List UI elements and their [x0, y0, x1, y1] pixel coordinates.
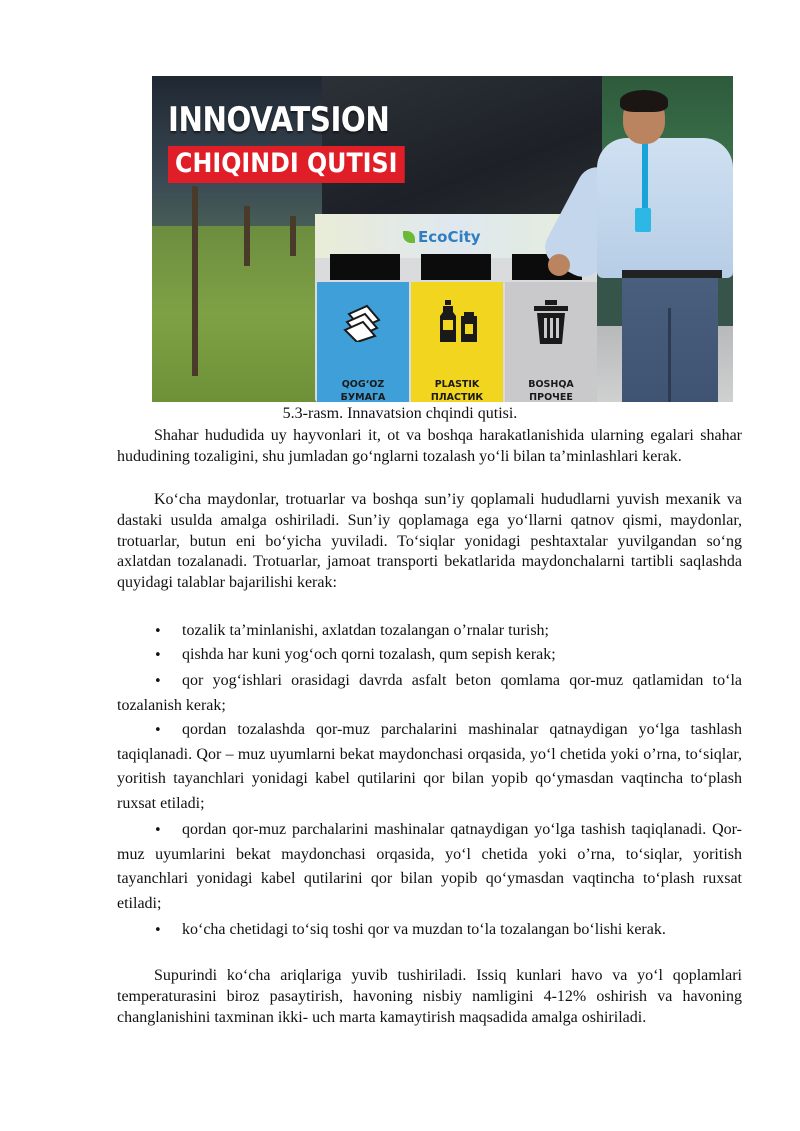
- man-hand: [548, 254, 570, 276]
- paragraph-2: Ko‘cha maydonlar, trotuarlar va boshqa sun’iy qoplamali hududlarni yuvish mexanik va dastaki usulda amalga oshiriladi. Sun’iy qoplamaga ega yo‘llarni qatnov qismi, maydonlar, trotuarlar, butun eni bo‘yicha yuviladi. To‘siqlar yonidagi peshtaxtalar yuvilgandan so‘ng axlatdan tozalanadi. Trotuarlar, jamoat transporti bekatlarida maydonchalarni tartibli saqlashda quyidagi talablar bajarilishi kerak:: [117, 491, 742, 592]
- bullet-icon: •: [154, 923, 162, 938]
- paragraph-1: Shahar hududida uy hayvonlari it, ot va boshqa harakatlanishida ularning egalari shahar hududining tozaligini, shu jumladan go‘nglarni tozalash yo‘li bilan ta’minlashlari kerak.: [117, 427, 742, 465]
- leaf-icon: [403, 231, 415, 243]
- man-shirt: [597, 138, 733, 278]
- paper-icon: [343, 300, 383, 342]
- bullet-text: qordan tozalashda qor-muz parchalarini mashinalar qatnaydigan yo‘lga tashlash taqiqlanadi. Qor – muz uyumlarni bekat maydonchasi orqasida, yo‘l chetida yoki o’rna, to‘siqlar, yoritish tayanchlari yonidagi kabel qutilarini qor bilan yopib qo‘ymasdan vaqtincha to‘plash ruxsat etiladi;: [117, 721, 742, 812]
- tree-trunk: [290, 216, 296, 256]
- bullet-item: [117, 718, 742, 816]
- photo-title-line2: CHIQINDI QUTISI: [168, 146, 405, 183]
- brand-logo: [403, 228, 481, 246]
- badge: [635, 208, 651, 232]
- bottle-icon: [437, 300, 481, 344]
- figure-photo: [152, 76, 733, 402]
- bin-panel-other: [505, 282, 597, 402]
- photo-title-line1: INNOVATSION: [168, 100, 390, 140]
- bin-slot: [330, 254, 400, 280]
- trash-icon: [531, 300, 571, 344]
- bin-label-latin: BOSHQA: [528, 379, 574, 390]
- tree-trunk: [244, 206, 250, 266]
- bullet-item: [117, 818, 742, 916]
- bin-label-latin: QOG‘OZ: [341, 379, 385, 390]
- man-belt: [622, 270, 722, 278]
- bullet-text: qordan qor-muz parchalarini mashinalar qatnaydigan yo‘lga tashish taqiqlanadi. Qor-muz uyumlarini bekat maydonchasi orqasida, yo‘l chetida yoki o’rna, to‘siqlar, yoritish tayanchlari yonidagi kabel qutilarini qor bilan yopib qo‘ymasdan vaqtincha to‘plash ruxsat etiladi;: [117, 821, 742, 912]
- bullet-icon: •: [154, 723, 162, 738]
- bullet-item: [117, 918, 742, 943]
- bullet-text: ko‘cha chetidagi to‘siq toshi qor va muzdan to‘la tozalangan bo‘lishi kerak.: [182, 921, 666, 938]
- brand-name: EcoCity: [418, 228, 481, 246]
- tree-trunk: [192, 186, 198, 376]
- bin-label-cyrillic: ПЛАСТИК: [430, 392, 484, 402]
- bin-slot: [421, 254, 491, 280]
- paragraph-3: Supurindi ko‘cha ariqlariga yuvib tushiriladi. Issiq kunlari havo va yo‘l qoplamlari temperaturasini biroz pasaytirish, havoning nisbiy namligini 4-12% oshirish va havoning changlanishini taxminan ikki- uch marta kamaytirish maqsadida amalga oshiriladi.: [117, 967, 742, 1026]
- man-leg-gap: [668, 308, 671, 402]
- bullet-icon: •: [154, 674, 162, 689]
- bullet-icon: •: [154, 624, 162, 639]
- man-hair: [620, 90, 668, 112]
- figure-caption: 5.3-rasm. Innavatsion chqindi qutisi.: [282, 405, 518, 422]
- bin-panel-paper: [317, 282, 409, 402]
- bin-label-cyrillic: ПРОЧЕЕ: [529, 392, 573, 402]
- bullet-item: [117, 619, 742, 644]
- bin-label-cyrillic: БУМАГА: [340, 392, 386, 402]
- bullet-text: qishda har kuni yog‘och qorni tozalash, qum sepish kerak;: [182, 646, 556, 663]
- bullet-text: tozalik ta’minlanishi, axlatdan tozalangan o’rnalar turish;: [182, 622, 549, 639]
- bullet-text: qor yog‘ishlari orasidagi davrda asfalt beton qomlama qor-muz qatlamidan to‘la tozalanish kerak;: [117, 672, 742, 715]
- bin-label-latin: PLASTIK: [434, 379, 480, 390]
- bullet-icon: •: [154, 648, 162, 663]
- bin-panel-plastic: [411, 282, 503, 402]
- bullet-item: [117, 643, 742, 668]
- bullet-item: [117, 669, 742, 718]
- bullet-icon: •: [154, 823, 162, 838]
